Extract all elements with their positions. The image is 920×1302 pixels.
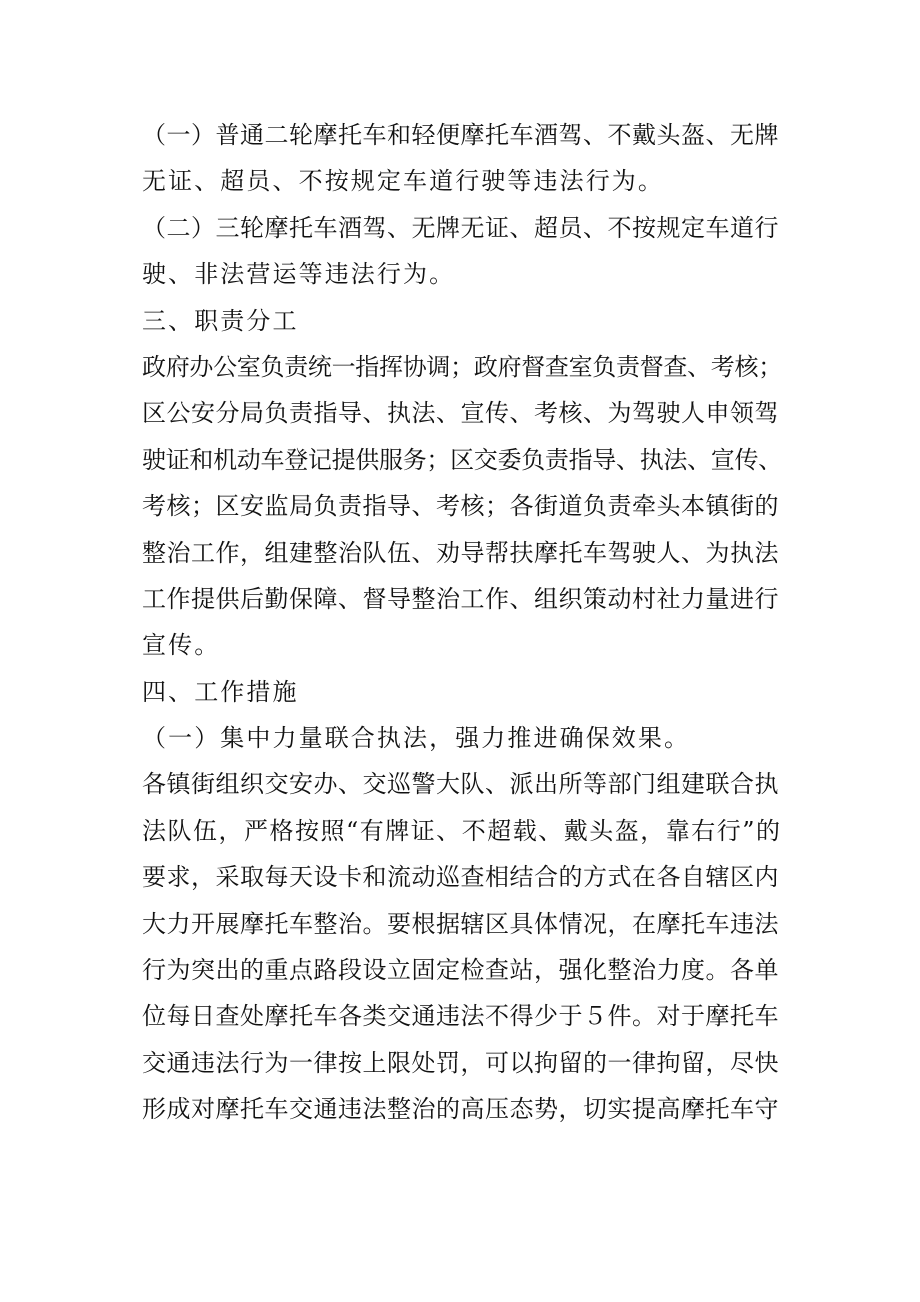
- text-line: 考核；区安监局负责指导、考核；各街道负责牵头本镇街的: [142, 492, 779, 521]
- text-line: （二）三轮摩托车酒驾、无牌无证、超员、不按规定车道行: [142, 213, 779, 242]
- text-line: 驶证和机动车登记提供服务；区交委负责指导、执法、宣传、: [142, 445, 782, 474]
- text-line: 形成对摩托车交通违法整治的高压态势，切实提高摩托车守: [142, 1095, 779, 1124]
- text-line: 各镇街组织交安办、交巡警大队、派出所等部门组建联合执: [142, 770, 779, 799]
- text-line: 无证、超员、不按规定车道行驶等违法行为。: [142, 167, 664, 196]
- text-line: 位每日查处摩托车各类交通违法不得少于５件。对于摩托车: [142, 1002, 779, 1031]
- text-line: 区公安分局负责指导、执法、宣传、考核、为驾驶人申领驾: [142, 399, 779, 428]
- text-line: 要求，采取每天设卡和流动巡查相结合的方式在各自辖区内: [142, 863, 779, 892]
- text-line: 行为突出的重点路段设立固定检查站，强化整治力度。各单: [142, 956, 779, 985]
- text-line: 交通违法行为一律按上限处罚，可以拘留的一律拘留，尽快: [142, 1048, 779, 1077]
- section-heading: 四、工作措施: [142, 677, 299, 706]
- text-line: 整治工作，组建整治队伍、劝导帮扶摩托车驾驶人、为执法: [142, 538, 779, 567]
- subsection-heading: （一）集中力量联合执法，强力推进确保效果。: [142, 724, 691, 753]
- document-body: [142, 112, 782, 1133]
- text-line: 工作提供后勤保障、督导整治工作、组织策动村社力量进行: [142, 584, 779, 613]
- text-line: （一）普通二轮摩托车和轻便摩托车酒驾、不戴头盔、无牌: [142, 121, 779, 149]
- text-line: 法队伍，严格按照“有牌证、不超载、戴头盔，靠右行”的: [142, 816, 782, 845]
- text-line: 大力开展摩托车整治。要根据辖区具体情况，在摩托车违法: [142, 909, 779, 938]
- text-line: 驶、非法营运等违法行为。: [142, 260, 456, 289]
- section-heading: 三、职责分工: [142, 306, 299, 335]
- text-line: 政府办公室负责统一指挥协调；政府督查室负责督查、考核；: [142, 352, 782, 381]
- text-line: 宣传。: [142, 631, 221, 660]
